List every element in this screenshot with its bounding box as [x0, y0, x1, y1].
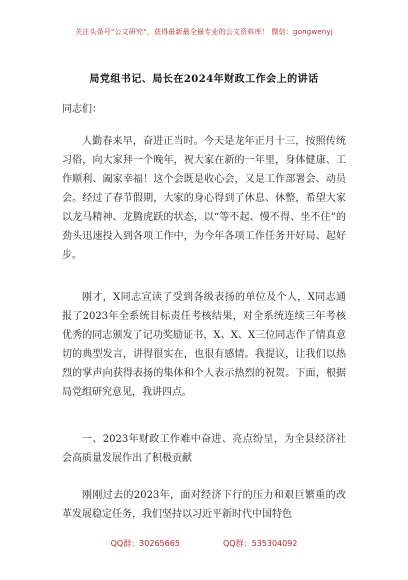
- footer-qq-groups: [0, 538, 408, 549]
- footer-qq-group-1: QQ群：30265665: [110, 539, 180, 548]
- section-heading-1: 一、2023年财政工作难中奋进、亮点纷呈，为全县经济社会高质量发展作出了积极贡献: [62, 434, 346, 464]
- document-title: 局党组书记、局长在2024年财政工作会上的讲话: [89, 74, 319, 85]
- paragraph-3: 刚刚过去的2023年，面对经济下行的压力和艰巨繁重的改革发展稳定任务，我们坚持以习近平新时代中国特色: [62, 490, 346, 520]
- header-promo-note: 关注头条号"公文研究"，获得最新最全最专业的公文资料库！ 微信：gongwenyj: [74, 28, 334, 36]
- paragraph-1: 人勤春来早，奋进正当时。今天是龙年正月十三，按照传统习俗，向大家拜一个晚年，祝大家在新的一年里，身体健康、工作顺利、阖家幸福！这个会既是收心会，又是工作部署会、动员会。经过了春节假期，大家的身心得到了休息、休整，希望大家以龙马精神、龙腾虎跃的状态，以“等不起、慢不得、坐不住”的劲头迅速投入到各项工作中，为今年各项工作任务开好局、起好步。: [62, 136, 346, 261]
- salutation: 同志们：: [62, 104, 102, 115]
- paragraph-2: 刚才，X同志宣读了受到各级表扬的单位及个人，X同志通报了2023年全系统目标责任考核结果，对全系统连续三年考核优秀的同志颁发了记功奖励证书，X、X、X三位同志作了情真意切的典型发言，讲得很实在，也很有感情。我提议，让我们以热烈的掌声向获得表扬的集体和个人表示热烈的祝贺。下面，根据局党组研究意见，我讲四点。: [62, 292, 346, 398]
- footer-qq-group-2: QQ群：535304092: [223, 539, 298, 548]
